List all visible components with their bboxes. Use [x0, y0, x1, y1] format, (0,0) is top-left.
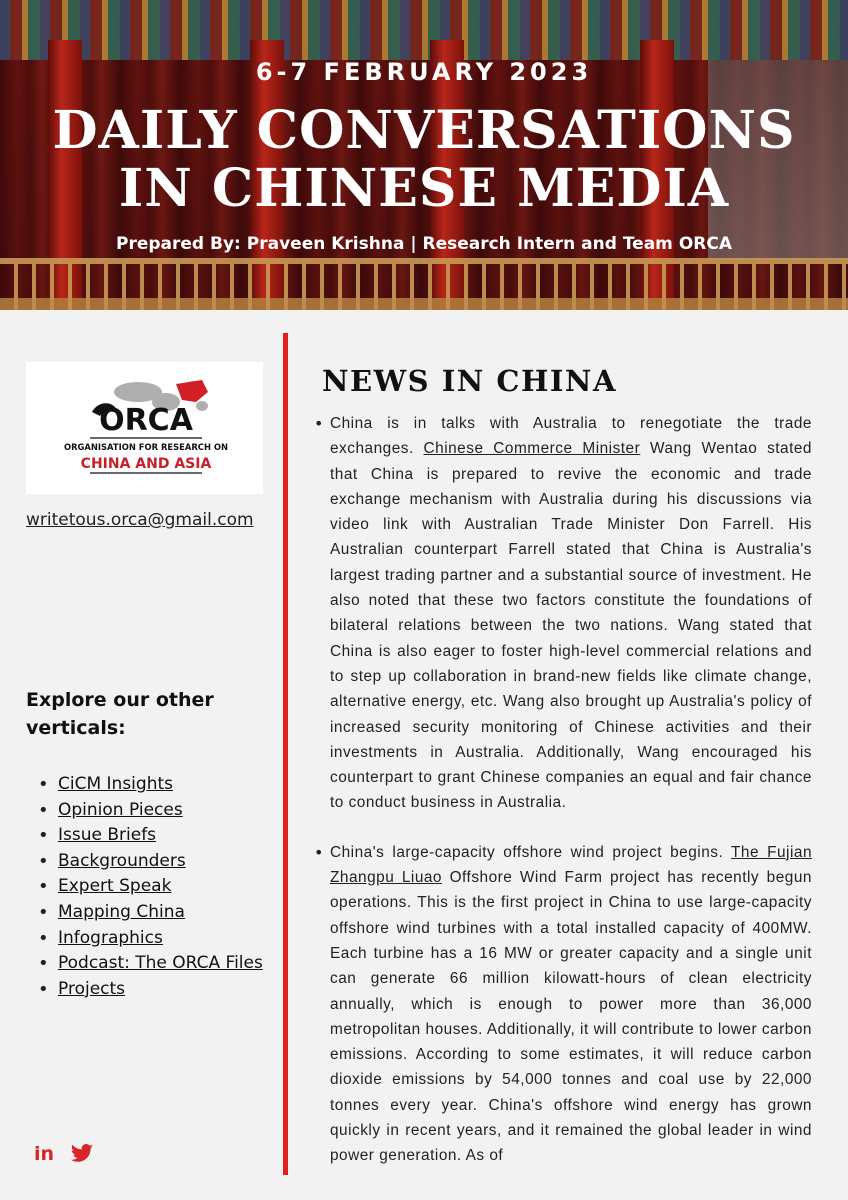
vertical-link-expert-speak[interactable]: Expert Speak [58, 876, 172, 897]
news-item [312, 840, 812, 1169]
news-text-body: Offshore Wind Farm project has recently begun operations. This is the first project in China to use large-capacity offshore wind turbines with a total installed capacity of 400MW. Each turbine has a 16 MW or greater capacity and a single unit can generate 66 million kilowatt-hours of clean electricity annually, which is enough to power more than 36,000 metropolitan houses. Additionally, it will contribute to lower carbon emissions. According to some estimates, it will reduce carbon dioxide emissions by 54,000 tonnes and coal use by 22,000 tonnes every year. China's offshore wind energy has grown quickly in recent years, and it remained the global leader in wind power generation. As of [330, 869, 812, 1165]
news-item-text [330, 411, 812, 816]
report-title-line-2: IN CHINESE MEDIA [118, 158, 730, 219]
logo-tagline-line-1: ORGANISATION FOR RESEARCH ON [63, 442, 229, 452]
banner-eaves-decoration [0, 0, 848, 60]
explore-verticals-heading: Explore our other verticals: [26, 689, 214, 739]
orca-logo[interactable] [26, 362, 263, 494]
news-text-lead: China's large-capacity offshore wind project begins. [330, 843, 732, 861]
report-title-line-1: DAILY CONVERSATIONS [52, 100, 796, 161]
vertical-link-infographics[interactable]: Infographics [58, 927, 163, 948]
vertical-item[interactable] [36, 977, 276, 1003]
vertical-item[interactable] [36, 849, 276, 875]
column-divider [283, 333, 288, 1175]
social-links [34, 1143, 94, 1165]
news-link-chinese-commerce-minister[interactable]: Chinese Commerce Minister [423, 440, 641, 458]
vertical-link-podcast[interactable]: Podcast: The ORCA Files [58, 953, 263, 974]
contact-email-link[interactable]: writetous.orca@gmail.com [26, 510, 254, 530]
news-list [312, 411, 812, 1193]
vertical-item[interactable] [36, 798, 276, 824]
news-item [312, 411, 812, 816]
prepared-by: Prepared By: Praveen Krishna | Research Intern and Team ORCA [116, 234, 732, 254]
news-text-body: Wang Wentao stated that China is prepared to revive the economic and trade exchange mechanism with Australia during his discussions via video link with Australian Trade Minister Don Farrell. His Australian counterpart Farrell stated that China is Australia's largest trading partner and a substantial source of investment. He also noted that these two factors constitute the foundations of bilateral relations between the two nations. Wang stated that China is also eager to foster high-level commercial relations and to step up collaboration in brand-new fields like climate change, alternative energy, etc. Wang also brought up Australia's policy of increased security monitoring of Chinese activities and their investments in Australia. Additionally, Wang encouraged his counterpart to grant Chinese companies an equal and fair chance to conduct business in Australia. [330, 440, 812, 812]
vertical-item[interactable] [36, 900, 276, 926]
vertical-link-issue-briefs[interactable]: Issue Briefs [58, 825, 157, 846]
twitter-bird-icon[interactable] [70, 1144, 94, 1164]
verticals-list [36, 772, 276, 1002]
vertical-link-projects[interactable]: Projects [58, 978, 126, 999]
vertical-link-backgrounders[interactable]: Backgrounders [58, 850, 186, 871]
vertical-link-mapping-china[interactable]: Mapping China [58, 901, 185, 922]
logo-brand: ORCA [99, 403, 193, 438]
news-item-text [330, 840, 812, 1169]
header-banner [0, 0, 848, 310]
vertical-link-cicm-insights[interactable]: CiCM Insights [58, 774, 173, 794]
logo-tagline-line-2: CHINA AND ASIA [80, 456, 212, 472]
news-text-lead: China is in talks with Australia to renegotiate the trade exchanges. [330, 415, 812, 458]
vertical-item[interactable] [36, 926, 276, 952]
news-section-heading: NEWS IN CHINA [322, 364, 617, 398]
vertical-link-opinion-pieces[interactable]: Opinion Pieces [58, 799, 183, 820]
banner-railing-decoration [0, 258, 848, 310]
news-link-fujian-zhangpu-liuao[interactable]: The Fujian Zhangpu Liuao [330, 843, 813, 887]
vertical-item[interactable] [36, 951, 276, 977]
orca-logo-graphic [26, 362, 263, 494]
linkedin-icon[interactable]: in [34, 1143, 55, 1165]
vertical-item[interactable] [36, 874, 276, 900]
report-date: 6-7 FEBRUARY 2023 [255, 58, 593, 86]
vertical-item[interactable] [36, 823, 276, 849]
vertical-item[interactable] [36, 772, 276, 798]
